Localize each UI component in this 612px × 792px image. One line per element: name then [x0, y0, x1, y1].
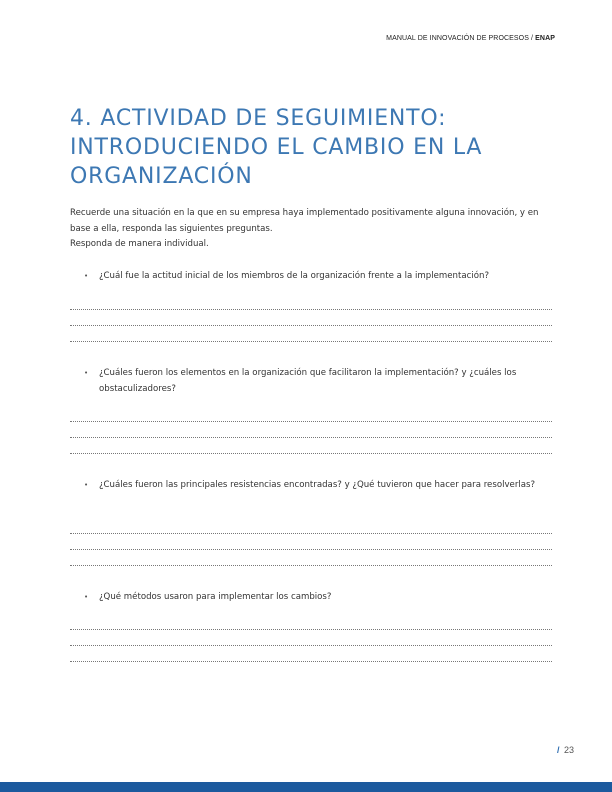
bullet-icon: • [84, 369, 89, 377]
answer-line[interactable] [70, 549, 552, 550]
page-number [557, 745, 574, 755]
answer-line[interactable] [70, 341, 552, 342]
running-header [386, 35, 555, 42]
question-1 [84, 268, 544, 284]
bullet-icon: • [84, 272, 89, 280]
answer-line[interactable] [70, 421, 552, 422]
question-text: ¿Cuáles fueron las principales resistencias encontradas? y ¿Qué tuvieron que hacer para resolverlas? [99, 480, 536, 490]
bullet-icon: • [84, 481, 89, 489]
answer-line[interactable] [70, 661, 552, 662]
answer-line[interactable] [70, 437, 552, 438]
header-brand: ENAP [535, 35, 555, 42]
answer-line[interactable] [70, 453, 552, 454]
page-number-value: 23 [563, 745, 574, 755]
answer-line[interactable] [70, 325, 552, 326]
intro-paragraph: Recuerde una situación en la que en su empresa haya implementado positivamente alguna innovación, y en base a ella, responda las siguientes preguntas. [70, 208, 539, 234]
title-line-3: ORGANIZACIÓN [70, 164, 253, 189]
answer-line[interactable] [70, 309, 552, 310]
question-3 [84, 477, 544, 493]
header-title: MANUAL DE INNOVACIÓN DE PROCESOS / [386, 35, 534, 42]
question-2 [84, 365, 544, 397]
intro-text [70, 206, 540, 253]
answer-line[interactable] [70, 565, 552, 566]
title-line-2: INTRODUCIENDO EL CAMBIO EN LA [70, 135, 483, 160]
title-line-1: 4. ACTIVIDAD DE SEGUIMIENTO: [70, 106, 447, 131]
question-4 [84, 589, 544, 605]
question-text: ¿Cuáles fueron los elementos en la organización que facilitaron la implementación? y ¿cuáles los obstaculizadores? [99, 368, 517, 394]
question-text: ¿Cuál fue la actitud inicial de los miembros de la organización frente a la implementación? [99, 271, 490, 281]
footer-bar [0, 782, 612, 792]
answer-line[interactable] [70, 629, 552, 630]
intro-instruction: Responda de manera individual. [70, 239, 209, 249]
page-title [70, 104, 570, 191]
page-slash: / [556, 745, 560, 755]
answer-line[interactable] [70, 533, 552, 534]
bullet-icon: • [84, 593, 89, 601]
answer-line[interactable] [70, 645, 552, 646]
question-text: ¿Qué métodos usaron para implementar los cambios? [99, 592, 332, 602]
